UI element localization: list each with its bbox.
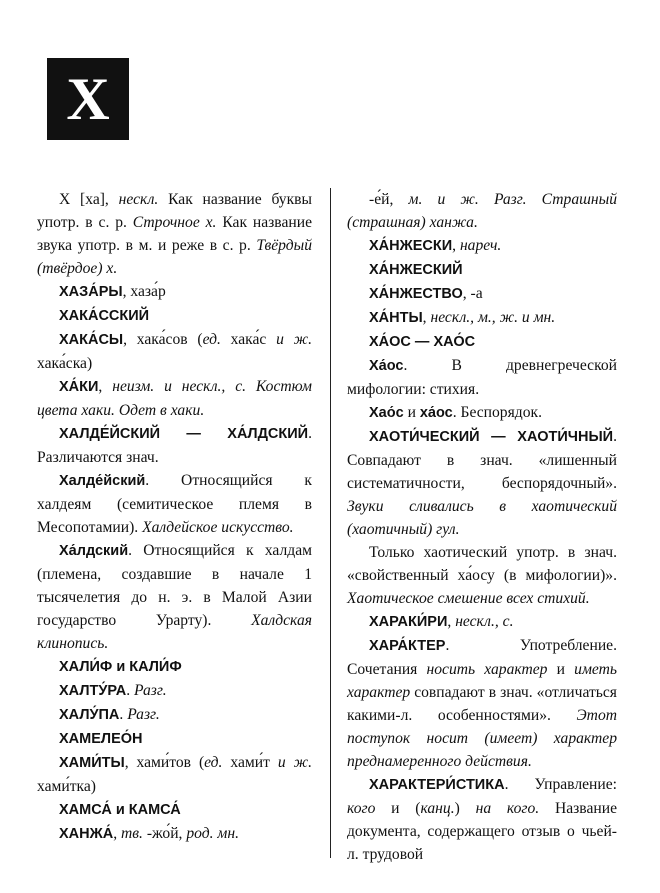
dictionary-entry: ХА́НЖЕСКИ, нареч. — [369, 237, 502, 254]
dictionary-entry: ХАЗА́РЫ, хаза́р — [59, 283, 166, 300]
dictionary-entry: Х [ха], нескл. Как название буквы употр. в с. р. Строчное х. Как название звука употр. в м. и реже в с. р. Твёрдый (твёрдое) х. — [37, 191, 313, 277]
section-letter: Х — [47, 58, 129, 140]
dictionary-entry: ХАКА́СЫ, хака́сов (ед. хака́с и ж. хака́ска) — [37, 331, 312, 372]
dictionary-entry: ХА́НТЫ, нескл., м., ж. и мн. — [369, 309, 556, 326]
right-column — [347, 188, 617, 866]
dictionary-entry: -е́й, м. и ж. Разг. Страшный (страшная) ханжа. — [347, 191, 617, 231]
dictionary-entry: ХАОТИ́ЧЕСКИЙ — ХАОТИ́ЧНЫЙ. Совпадают в знач. «лишенный систематичности, беспорядочный». Звуки сливались в хаотический (хаотичный) гул. — [347, 428, 617, 538]
dictionary-entry: Хао́с и ха́ос. Беспорядок. — [369, 404, 542, 421]
dictionary-entry: ХАРАКИ́РИ, нескл., с. — [369, 613, 514, 630]
dictionary-entry: ХА́НЖЕСКИЙ — [369, 262, 463, 278]
dictionary-entry: ХАМЕЛЕО́Н — [59, 731, 143, 747]
dictionary-entry: ХАРА́КТЕР. Употребление. Сочетания носить характер и иметь характер совпадают в знач. «отличаться какими-л. особенностями». Этот поступок носит (имеет) характер преднамеренного действия. — [347, 637, 617, 770]
dictionary-entry: ХА́ОС — ХАО́С — [369, 334, 476, 350]
dictionary-entry: ХАЛДЕ́ЙСКИЙ — ХА́ЛДСКИЙ. Различаются знач. — [37, 425, 312, 466]
left-column — [37, 188, 312, 846]
dictionary-entry: ХАМСА́ и КАМСА́ — [59, 802, 181, 818]
dictionary-entry: Только хаотический употр. в знач. «свойственный ха́осу (в мифологии)». Хаотическое смешение всех стихий. — [347, 544, 617, 607]
dictionary-entry: ХАЛТУ́РА. Разг. — [59, 682, 167, 699]
dictionary-entry: Ха́лдский. Относящийся к халдам (племена, создавшие в начале 1 тысячелетия до н. э. в Малой Азии государство Урарту). Халдская клинопись. — [37, 542, 312, 652]
dictionary-entry: ХАКА́ССКИЙ — [59, 308, 150, 324]
dictionary-entry: ХАЛИ́Ф и КАЛИ́Ф — [59, 659, 182, 675]
column-divider — [330, 188, 331, 858]
dictionary-entry: ХА́КИ, неизм. и нескл., с. Костюм цвета хаки. Одет в хаки. — [37, 378, 312, 419]
dictionary-entry: ХАНЖА́, тв. -жо́й, род. мн. — [59, 825, 240, 842]
dictionary-entry: Халде́йский. Относящийся к халдеям (семитическое племя в Месопотамии). Халдейское искусство. — [37, 472, 312, 536]
dictionary-entry: ХА́НЖЕСТВО, -а — [369, 285, 483, 302]
dictionary-entry: ХАЛУ́ПА. Разг. — [59, 706, 160, 723]
dictionary-entry: Ха́ос. В древнегреческой мифологии: стихия. — [347, 357, 617, 398]
dictionary-entry: ХАРАКТЕРИ́СТИКА. Управление: кого и (канц.) на кого. Название документа, содержащего отзыв о чьей-л. трудовой — [347, 776, 617, 863]
dictionary-entry: ХАМИ́ТЫ, хами́тов (ед. хами́т и ж. хами́тка) — [37, 754, 312, 795]
